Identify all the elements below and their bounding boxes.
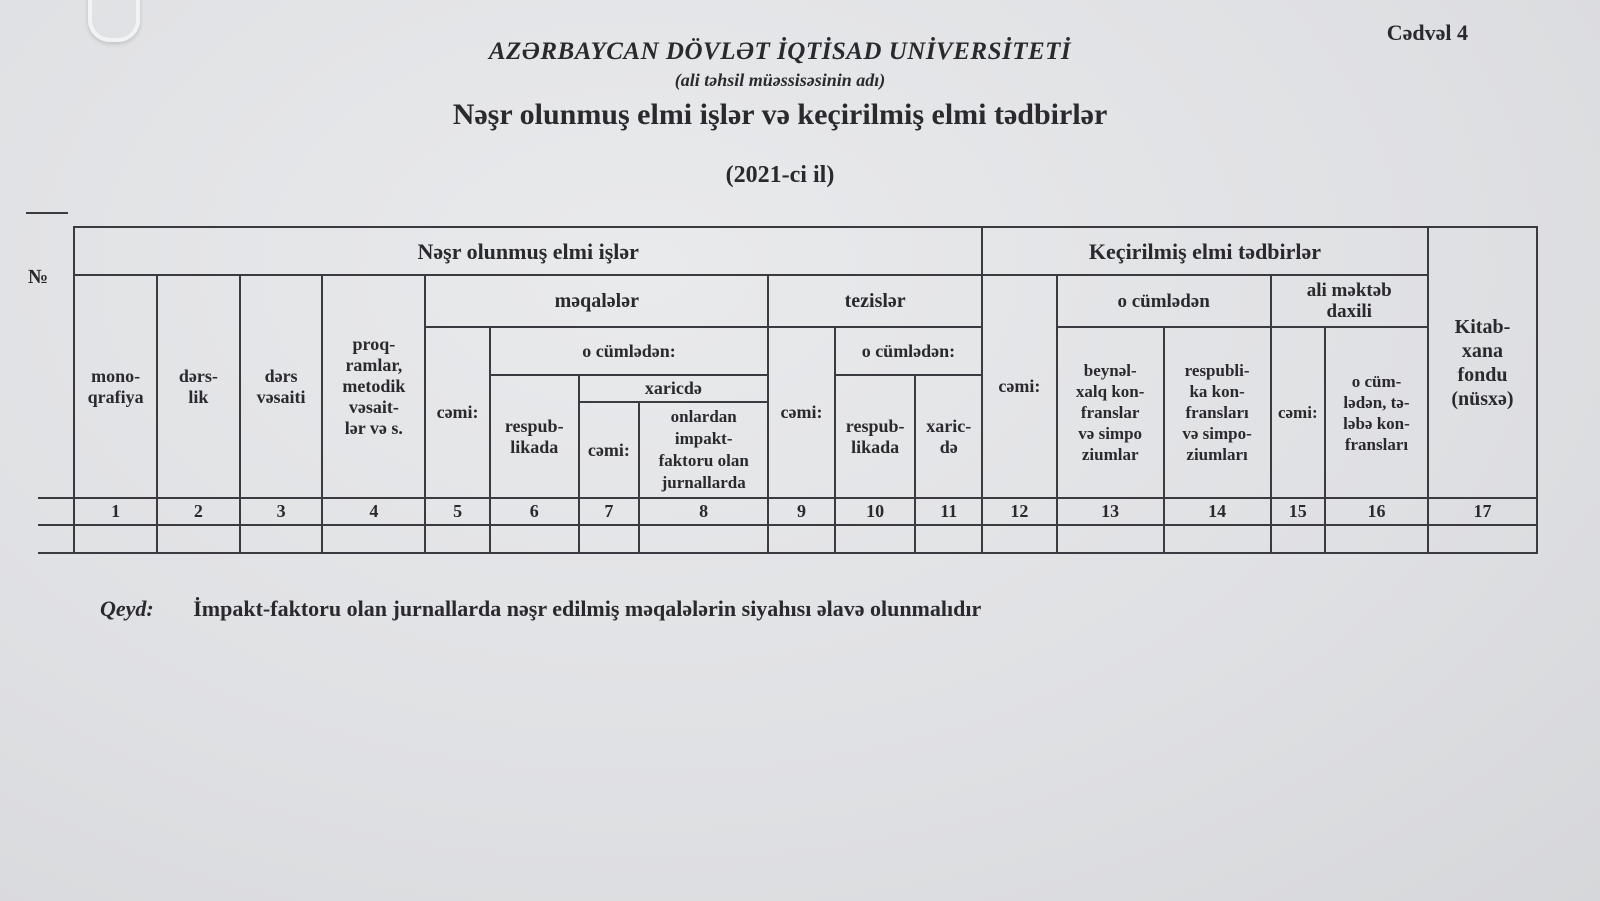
data-cell[interactable] [768, 525, 835, 553]
data-cell[interactable] [982, 525, 1057, 553]
telebe-header: o cüm- lədən, tə- ləbə kon- fransları [1325, 327, 1428, 498]
column-number: 16 [1325, 498, 1428, 525]
table-label: Cədvəl 4 [1386, 20, 1468, 45]
data-cell[interactable] [1164, 525, 1271, 553]
monografiya-header: mono- qrafiya [74, 275, 157, 498]
number-column-header: № [28, 266, 49, 288]
meqaleler-incl-header: o cümlədən: [490, 327, 768, 375]
page-title: Nəşr olunmuş elmi işlər və keçirilmiş elmi tədbirlər [452, 98, 1108, 131]
tezisler-total-header: cəmi: [768, 327, 835, 498]
events-total-header: cəmi: [982, 275, 1057, 498]
column-number: 8 [639, 498, 768, 525]
report-table [38, 226, 1538, 554]
tezisler-header: tezislər [768, 275, 982, 327]
column-number: 10 [835, 498, 916, 525]
data-cell[interactable] [1428, 525, 1537, 553]
column-number: 13 [1057, 498, 1164, 525]
report-year: (2021-ci il) [725, 162, 835, 188]
beynelxalq-header: beynəl- xalq kon- franslar və simpo ziumlar [1057, 327, 1164, 498]
respublika-konf-header: respubli- ka kon- fransları və simpo- ziumları [1164, 327, 1271, 498]
impakt-header: onlardan impakt- faktoru olan jurnallarda [639, 402, 768, 498]
column-number: 11 [915, 498, 982, 525]
meqaleler-total-header: cəmi: [425, 327, 490, 498]
column-number: 14 [1164, 498, 1271, 525]
paper-clip [88, 0, 140, 42]
column-number: 1 [74, 498, 157, 525]
data-cell[interactable] [835, 525, 916, 553]
column-number: 17 [1428, 498, 1537, 525]
no-cell [38, 227, 74, 498]
meqale-respublika-header: respub- likada [490, 375, 579, 498]
published-group-header: Nəşr olunmuş elmi işlər [74, 227, 982, 275]
column-number: 12 [982, 498, 1057, 525]
tezisler-incl-header: o cümlədən: [835, 327, 982, 375]
data-cell[interactable] [240, 525, 323, 553]
data-cell[interactable] [579, 525, 640, 553]
data-cell[interactable] [1271, 525, 1325, 553]
events-group-header: Keçirilmiş elmi tədbirlər [982, 227, 1428, 275]
ali-mekteb-total-header: cəmi: [1271, 327, 1325, 498]
tezis-respublika-header: respub- likada [835, 375, 916, 498]
data-cell[interactable] [425, 525, 490, 553]
data-cell[interactable] [157, 525, 240, 553]
university-subtitle: (ali təhsil müəssisəsinin adı) [674, 70, 886, 90]
column-number: 7 [579, 498, 640, 525]
report-form [28, 212, 1558, 557]
darslik-header: dərs- lik [157, 275, 240, 498]
column-number: 4 [322, 498, 425, 525]
footnote-label: Qeyd: [100, 596, 154, 621]
events-incl-header: o cümlədən [1057, 275, 1271, 327]
top-left-rule [26, 212, 68, 214]
meqale-xaric-total-header: cəmi: [579, 402, 640, 498]
meqaleler-header: məqalələr [425, 275, 768, 327]
data-cell[interactable] [1325, 525, 1428, 553]
ders-vesaiti-header: dərs vəsaiti [240, 275, 323, 498]
column-number: 3 [240, 498, 323, 525]
meqale-xaricde-header: xaricdə [579, 375, 769, 402]
footnote-text: İmpakt-faktoru olan jurnallarda nəşr edilmiş məqalələrin siyahısı əlavə olunmalıdır [193, 596, 982, 621]
footnote [100, 596, 981, 622]
tezis-xaricde-header: xaric- də [915, 375, 982, 498]
data-cell[interactable] [490, 525, 579, 553]
column-number-blank [38, 498, 74, 525]
data-cell[interactable] [915, 525, 982, 553]
data-cell[interactable] [38, 525, 74, 553]
data-cell[interactable] [322, 525, 425, 553]
column-number: 15 [1271, 498, 1325, 525]
column-number: 2 [157, 498, 240, 525]
data-cell[interactable] [74, 525, 157, 553]
column-number: 6 [490, 498, 579, 525]
university-name: AZƏRBAYCAN DÖVLƏT İQTİSAD UNİVERSİTETİ [488, 38, 1072, 65]
data-cell[interactable] [639, 525, 768, 553]
data-cell[interactable] [1057, 525, 1164, 553]
library-header: Kitab- xana fondu (nüsxə) [1428, 227, 1537, 498]
ali-mekteb-header: ali məktəb daxili [1271, 275, 1428, 327]
column-number: 9 [768, 498, 835, 525]
programlar-header: proq- ramlar, metodik vəsait- lər və s. [322, 275, 425, 498]
column-number: 5 [425, 498, 490, 525]
